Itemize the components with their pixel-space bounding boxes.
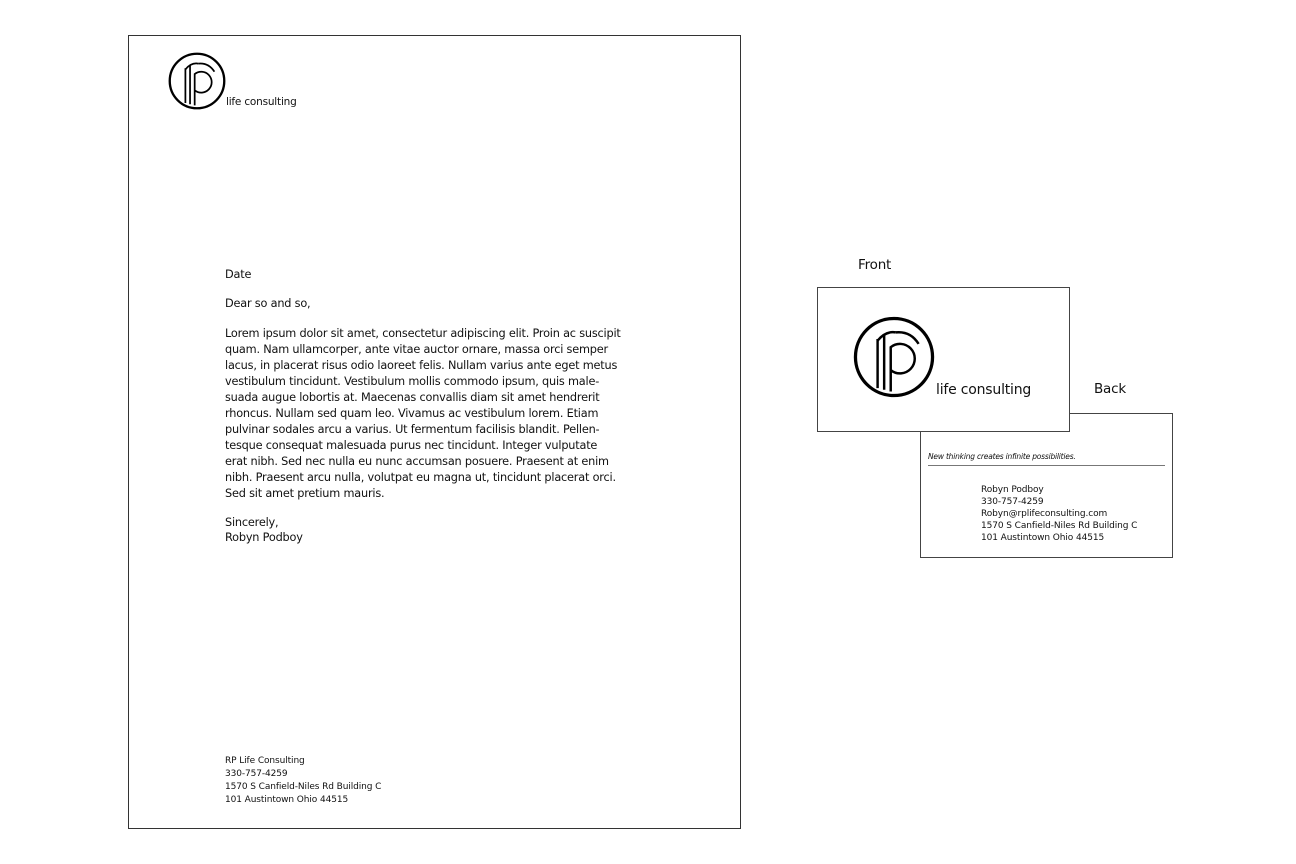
card-contact-line: 330-757-4259 — [981, 497, 1044, 507]
footer-line: 1570 S Canfield-Niles Rd Building C — [225, 782, 382, 792]
card-contact-line: Robyn Podboy — [981, 485, 1044, 495]
letter-closing: Sincerely, — [225, 516, 279, 529]
body-line: Sed sit amet pretium mauris. — [225, 487, 385, 500]
body-line: suada augue lobortis at. Maecenas convallis diam sit amet hendrerit — [225, 391, 600, 404]
body-line: quam. Nam ullamcorper, ante vitae auctor ornare, massa orci semper — [225, 343, 608, 356]
business-card-front — [817, 287, 1070, 432]
letter-date: Date — [225, 268, 252, 281]
footer-line: 101 Austintown Ohio 44515 — [225, 795, 349, 805]
rp-logo-icon — [168, 52, 226, 110]
footer-line: RP Life Consulting — [225, 756, 305, 766]
rp-logo-icon — [853, 316, 935, 398]
body-line: vestibulum tincidunt. Vestibulum mollis commodo ipsum, quis male- — [225, 375, 600, 388]
card-contact-line: 101 Austintown Ohio 44515 — [981, 533, 1105, 543]
letterhead-page — [128, 35, 741, 829]
body-line: nibh. Praesent arcu nulla, volutpat eu magna ut, tincidunt placerat orci. — [225, 471, 616, 484]
card-tagline: New thinking creates infinite possibilities. — [928, 452, 1076, 461]
footer-line: 330-757-4259 — [225, 769, 288, 779]
card-contact-line: 1570 S Canfield-Niles Rd Building C — [981, 521, 1138, 531]
body-line: rhoncus. Nullam sed quam leo. Vivamus ac vestibulum lorem. Etiam — [225, 407, 599, 420]
card-contact — [981, 484, 1137, 544]
card-contact-line: Robyn@rplifeconsulting.com — [981, 509, 1108, 519]
letter-signature: Robyn Podboy — [225, 531, 303, 544]
letter-footer — [225, 755, 381, 807]
front-label: Front — [858, 257, 892, 273]
body-line: erat nibh. Sed nec nulla eu nunc accumsan posuere. Praesent at enim — [225, 455, 609, 468]
business-card-back — [920, 413, 1173, 558]
body-line: lacus, in placerat risus odio laoreet felis. Nullam varius ante eget metus — [225, 359, 618, 372]
body-line: pulvinar sodales arcu a varius. Ut fermentum facilisis blandit. Pellen- — [225, 423, 600, 436]
body-line: tesque consequat malesuada purus nec tincidunt. Integer vulputate — [225, 439, 598, 452]
back-label: Back — [1094, 381, 1126, 397]
letter-body — [225, 326, 621, 502]
letter-greeting: Dear so and so, — [225, 297, 311, 310]
card-brand-name: life consulting — [936, 382, 1032, 398]
brand-name: life consulting — [226, 96, 297, 108]
divider — [928, 465, 1165, 466]
body-line: Lorem ipsum dolor sit amet, consectetur adipiscing elit. Proin ac suscipit — [225, 327, 621, 340]
